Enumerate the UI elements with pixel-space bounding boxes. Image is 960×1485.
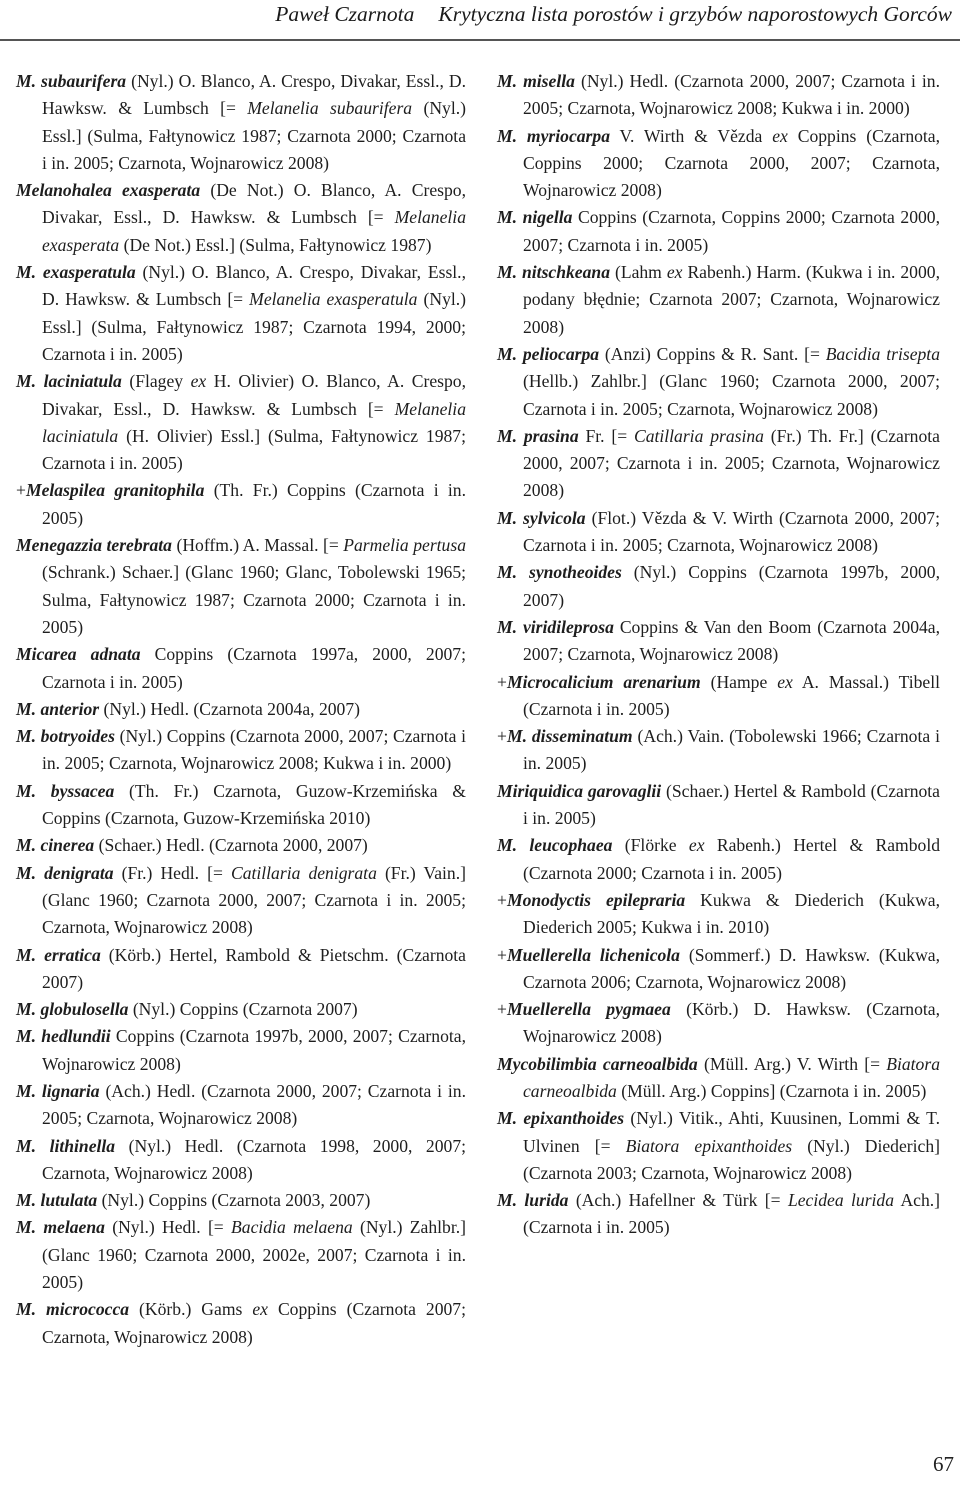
entry-text: (Fr.) Hedl. [= [113, 862, 231, 883]
species-entry [497, 1051, 940, 1106]
species-entry [16, 259, 466, 368]
species-entry [16, 1133, 466, 1188]
taxon-name: M. sylvicola [497, 507, 586, 528]
taxon-name: M. melaena [16, 1217, 105, 1238]
entry-text: (Ach.) Hedl. (Czarnota 2000, 2007; Czarnota i in. 2005; Czarnota, Wojnarowicz 2008) [42, 1080, 466, 1129]
entry-text: (Sommerf.) D. Hawksw. (Kukwa, Czarnota 2006; Czarnota, Wojnarowicz 2008) [523, 944, 940, 992]
entry-text: (Nyl.) Essl.] (Sulma, Fałtynowicz 1987; Czarnota 2000; Czarnota i in. 2005; Czarnota, Wojnarowicz 2008) [42, 98, 466, 173]
right-column [497, 68, 940, 1242]
species-entry [16, 1023, 466, 1078]
italic-text: ex [688, 835, 705, 856]
entry-text: (Nyl.) Diederich] (Czarnota 2003; Czarnota, Wojnarowicz 2008) [523, 1135, 940, 1183]
species-entry [497, 259, 940, 341]
taxon-name: Microcalicium arenarium [506, 671, 701, 692]
taxon-name: M. anterior [16, 698, 100, 719]
species-entry [497, 341, 940, 423]
taxon-name: Mycobilimbia carneoalbida [497, 1053, 698, 1074]
taxon-name: M. denigrata [16, 862, 114, 883]
species-entry [16, 778, 466, 833]
taxon-name: M. byssacea [16, 780, 115, 801]
entry-text: (Schaer.) Hertel & Rambold (Czarnota i in. 2005) [523, 780, 940, 829]
taxon-name: M. misella [497, 71, 575, 91]
species-entry [16, 860, 466, 942]
species-entry [16, 1214, 466, 1296]
entry-text: (Hellb.) Zahlbr.] (Glanc 1960; Czarnota 2000, 2007; Czarnota i in. 2005; Czarnota, Wojnarowicz 2008) [523, 371, 940, 419]
entry-text: (Schaer.) Hedl. (Czarnota 2000, 2007) [94, 835, 368, 856]
running-header-text [275, 2, 952, 27]
italic-text: ex [190, 371, 207, 392]
header-author: Paweł Czarnota [275, 2, 415, 26]
entry-text: (Ach.) Vain. (Tobolewski 1966; Czarnota i in. 2005) [523, 726, 940, 774]
entry-text: Coppins (Czarnota, Coppins 2000; Czarnota 2000, 2007; Czarnota i in. 2005) [523, 207, 940, 255]
species-entry [497, 1105, 940, 1187]
species-entry [497, 68, 940, 123]
italic-text: Melanelia exasperata [42, 207, 466, 255]
italic-text: Biatora epixanthoides [625, 1135, 793, 1156]
running-header [0, 0, 960, 40]
taxon-name: M. lignaria [16, 1080, 100, 1101]
italic-text: Bacidia trisepta [825, 343, 940, 364]
entry-text: Ach.] (Czarnota i in. 2005) [523, 1190, 941, 1238]
species-entry [497, 887, 940, 942]
species-entry [16, 368, 466, 477]
page-number: 67 [933, 1452, 954, 1476]
entry-text: (Körb.) Hertel, Rambold & Pietschm. (Czarnota 2007) [42, 944, 466, 992]
italic-text: Lecidea lurida [787, 1190, 895, 1211]
taxon-name: M. peliocarpa [497, 343, 600, 364]
entry-text: Coppins (Czarnota 2007; Czarnota, Wojnarowicz 2008) [42, 1299, 466, 1347]
species-entry [497, 204, 940, 259]
taxon-name: M. cinerea [16, 835, 95, 856]
entry-text: (Nyl.) Hedl. [= [104, 1217, 232, 1238]
species-entry [16, 177, 466, 259]
taxon-name: Muellerella lichenicola [506, 944, 680, 965]
entry-text: Fr. [= [578, 425, 634, 446]
entry-text: A. Massal.) Tibell (Czarnota i in. 2005) [523, 671, 940, 719]
italic-text: Melanelia subaurifera [247, 98, 413, 119]
entry-text: (Fr.) Vain.] (Glanc 1960; Czarnota 2000, 2007; Czarnota i in. 2005; Czarnota, Wojnarowicz 2008) [42, 862, 466, 938]
taxon-name: M. botryoides [16, 726, 115, 747]
species-entry [497, 423, 940, 505]
entry-text: (Körb.) Gams [129, 1299, 253, 1320]
species-entry [497, 996, 940, 1051]
entry-text: + [497, 726, 507, 747]
species-entry [16, 1187, 466, 1214]
italic-text: Biatora carneoalbida [523, 1053, 940, 1101]
entry-text: (Nyl.) Coppins (Czarnota 2003, 2007) [97, 1190, 371, 1211]
taxon-name: M. globulosella [16, 999, 129, 1020]
entry-text: Rabenh.) Hertel & Rambold (Czarnota 2000; Czarnota i in. 2005) [523, 835, 941, 883]
species-entry [16, 532, 466, 641]
taxon-name: M. lurida [497, 1190, 569, 1211]
entry-text: (Ach.) Hafellner & Türk [= [568, 1190, 788, 1211]
entry-text: + [16, 480, 26, 501]
entry-text: (Flagey [121, 371, 191, 392]
taxon-name: Micarea adnata [16, 644, 141, 665]
entry-text: V. Wirth & Vězda [610, 125, 773, 146]
entry-text: Kukwa & Diederich (Kukwa, Diederich 2005; Kukwa i in. 2010) [523, 889, 940, 938]
entry-text: (Nyl.) O. Blanco, A. Crespo, Divakar, Essl., D. Hawksw. & Lumbsch [= [42, 262, 466, 310]
taxon-name: M. disseminatum [506, 726, 633, 747]
italic-text: Melanelia laciniatula [42, 398, 466, 446]
species-entry [497, 669, 940, 724]
species-entry [16, 477, 466, 532]
entry-text: (Hampe [700, 671, 778, 692]
italic-text: ex [666, 262, 683, 283]
taxon-name: Melanohalea exasperata [16, 180, 201, 201]
species-entry [497, 614, 940, 669]
italic-text: Bacidia melaena [231, 1217, 353, 1238]
species-entry [497, 832, 940, 887]
entry-text: (Nyl.) Hedl. (Czarnota 2000, 2007; Czarnota i in. 2005; Czarnota, Wojnarowicz 2008; Kukwa i in. 2000) [523, 71, 940, 119]
species-entry [16, 1078, 466, 1133]
entry-text: (Flot.) Vězda & V. Wirth (Czarnota 2000, 2007; Czarnota i in. 2005; Czarnota, Wojnarowicz 2008) [523, 507, 940, 556]
entry-text: (Hoffm.) A. Massal. [= [171, 535, 344, 556]
italic-text: ex [252, 1299, 268, 1320]
entry-text: (Fr.) Th. Fr.] (Czarnota 2000, 2007; Czarnota i in. 2005; Czarnota, Wojnarowicz 2008) [523, 425, 940, 501]
italic-text: Melanelia exasperatula [249, 289, 418, 310]
entry-text: (Th. Fr.) Coppins (Czarnota i in. 2005) [42, 480, 466, 528]
entry-text: (Nyl.) O. Blanco, A. Crespo, Divakar, Essl., D. Hawksw. & Lumbsch [= [42, 71, 466, 119]
taxon-name: Monodyctis epilepraria [506, 889, 686, 910]
taxon-name: M. synotheoides [497, 562, 622, 583]
entry-text: Coppins (Czarnota 1997a, 2000, 2007; Czarnota i in. 2005) [42, 644, 466, 692]
species-entry [497, 123, 940, 205]
entry-text: + [497, 999, 507, 1020]
left-column [16, 68, 466, 1351]
taxon-name: M. epixanthoides [497, 1108, 625, 1129]
taxon-name: M. viridileprosa [497, 616, 614, 637]
taxon-name: Miriquidica garovaglii [497, 780, 662, 801]
entry-text: Coppins & Van den Boom (Czarnota 2004a, 2007; Czarnota, Wojnarowicz 2008) [523, 616, 940, 665]
entry-text: Coppins (Czarnota 1997b, 2000, 2007; Czarnota, Wojnarowicz 2008) [42, 1026, 466, 1074]
taxon-name: M. lutulata [16, 1190, 98, 1211]
entry-text: (Anzi) Coppins & R. Sant. [= [599, 343, 826, 364]
taxon-name: M. subaurifera [16, 71, 127, 91]
entry-text: + [497, 889, 507, 910]
italic-text: ex [772, 125, 788, 146]
entry-text: (Nyl.) Essl.] (Sulma, Fałtynowicz 1987; Czarnota 1994, 2000; Czarnota i in. 2005) [42, 289, 467, 364]
taxon-name: M. laciniatula [16, 371, 122, 392]
taxon-name: M. hedlundii [16, 1026, 111, 1047]
entry-text: (Nyl.) Coppins (Czarnota 2007) [128, 999, 358, 1020]
entry-text: H. Olivier) O. Blanco, A. Crespo, Divakar, Essl., D. Hawksw. & Lumbsch [= [42, 371, 466, 419]
species-entry [497, 942, 940, 997]
taxon-name: Muellerella pygmaea [506, 999, 671, 1020]
species-entry [16, 942, 466, 997]
species-entry [16, 1296, 466, 1351]
entry-text: (Nyl.) Hedl. (Czarnota 2004a, 2007) [99, 698, 361, 719]
species-entry [497, 778, 940, 833]
taxon-name: M. nitschkeana [497, 262, 610, 283]
entry-text: + [497, 944, 507, 965]
species-entry [16, 723, 466, 778]
entry-text: (Nyl.) Zahlbr.] (Glanc 1960; Czarnota 2000, 2002e, 2007; Czarnota i in. 2005) [42, 1217, 466, 1293]
taxon-name: M. lithinella [16, 1135, 116, 1156]
taxon-name: M. myriocarpa [497, 125, 610, 146]
entry-text: (H. Olivier) Essl.] (Sulma, Fałtynowicz 1987; Czarnota i in. 2005) [42, 425, 466, 474]
species-entry [16, 996, 466, 1023]
entry-text: (Nyl.) Coppins (Czarnota 1997b, 2000, 2007) [523, 562, 940, 610]
entry-text: (De Not.) Essl.] (Sulma, Fałtynowicz 1987) [119, 234, 432, 255]
entry-text: Rabenh.) Harm. (Kukwa i in. 2000, podany błędnie; Czarnota 2007; Czarnota, Wojnarowicz 2008) [523, 262, 940, 337]
entry-text: (Flörke [612, 835, 689, 856]
taxon-name: M. micrococca [16, 1299, 130, 1320]
entry-text: (Th. Fr.) Czarnota, Guzow-Krzemińska & Coppins (Czarnota, Guzow-Krzemińska 2010) [42, 780, 466, 829]
taxon-name: M. leucophaea [497, 835, 613, 856]
taxon-name: M. prasina [497, 425, 579, 446]
entry-text: (Müll. Arg.) Coppins] (Czarnota i in. 2005) [616, 1080, 927, 1101]
species-entry [16, 68, 466, 177]
entry-text: (Müll. Arg.) V. Wirth [= [697, 1053, 887, 1074]
species-entry [497, 723, 940, 778]
italic-text: Catillaria prasina [633, 425, 764, 446]
species-entry [497, 1187, 940, 1242]
entry-text: + [497, 671, 507, 692]
entry-text: (Schrank.) Schaer.] (Glanc 1960; Glanc, Tobolewski 1965; Sulma, Fałtynowicz 1987; Czarnota 2000; Czarnota i in. 2005) [42, 562, 466, 637]
header-title: Krytyczna lista porostów i grzybów naporostowych Gorców [438, 2, 952, 26]
species-entry [497, 505, 940, 560]
italic-text: Catillaria denigrata [230, 862, 377, 883]
taxon-name: Menegazzia terebrata [16, 535, 172, 556]
entry-text: (Körb.) D. Hawksw. (Czarnota, Wojnarowicz 2008) [523, 999, 940, 1047]
taxon-name: Melaspilea granitophila [25, 480, 205, 501]
header-rule [0, 39, 960, 41]
entry-text: (Lahm [610, 262, 667, 283]
species-entry [497, 559, 940, 614]
taxon-name: M. exasperatula [16, 262, 136, 283]
entry-text: (Nyl.) Hedl. (Czarnota 1998, 2000, 2007; Czarnota, Wojnarowicz 2008) [42, 1135, 467, 1183]
entry-text: (De Not.) O. Blanco, A. Crespo, Divakar, Essl., D. Hawksw. & Lumbsch [= [42, 180, 466, 228]
taxon-name: M. erratica [16, 944, 101, 965]
species-entry [16, 696, 466, 723]
italic-text: Parmelia pertusa [343, 535, 466, 556]
entry-text: Coppins (Czarnota, Coppins 2000; Czarnota 2000, 2007; Czarnota, Wojnarowicz 2008) [523, 125, 941, 201]
entry-text: (Nyl.) Coppins (Czarnota 2000, 2007; Czarnota i in. 2005; Czarnota, Wojnarowicz 2008; Kukwa i in. 2000) [42, 726, 467, 774]
taxon-name: M. nigella [497, 207, 573, 228]
entry-text: (Nyl.) Vitik., Ahti, Kuusinen, Lommi & T. Ulvinen [= [523, 1108, 941, 1156]
italic-text: ex [777, 671, 793, 692]
species-entry [16, 641, 466, 696]
species-entry [16, 832, 466, 859]
